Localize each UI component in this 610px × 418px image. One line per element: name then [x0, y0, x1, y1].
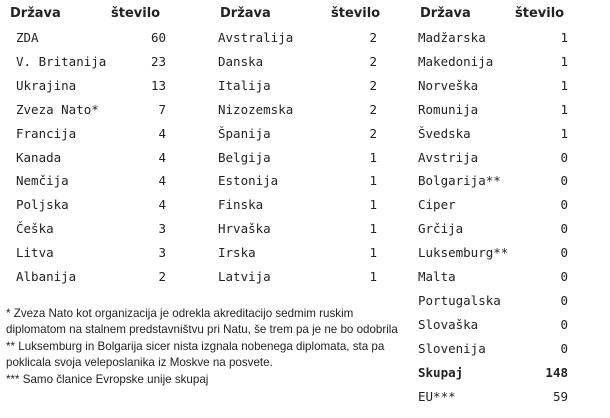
header-count: število [515, 6, 565, 21]
table-row [218, 76, 377, 96]
diplomat-count: 1 [560, 101, 568, 117]
country-name: Kanada [16, 149, 62, 165]
table-row [218, 148, 377, 168]
country-name: Španija [218, 125, 271, 141]
table-row [16, 52, 166, 72]
table-row [418, 387, 568, 407]
table-row [218, 124, 377, 144]
diplomat-count: 1 [369, 269, 377, 284]
country-name: Slovaška [418, 316, 479, 332]
table-row [418, 219, 568, 239]
country-name: Slovenija [418, 340, 486, 356]
country-name: Madžarska [418, 30, 486, 45]
diplomat-count: 0 [560, 173, 568, 189]
diplomat-count: 1 [369, 149, 377, 165]
table-row [16, 100, 166, 120]
diplomat-count: 1 [560, 53, 568, 69]
diplomat-count: 4 [158, 125, 166, 141]
footnote-line: ** Luksemburg in Bolgarija sicer nista izgnala nobenega diplomata, sta pa [6, 339, 385, 353]
country-name: Češka [16, 221, 54, 237]
country-name: Nizozemska [218, 101, 294, 117]
table-row [418, 28, 568, 48]
diplomat-count: 60 [150, 30, 166, 45]
table-row [218, 243, 377, 263]
country-name: Luksemburg** [418, 245, 509, 261]
country-name: Poljska [16, 197, 69, 213]
diplomat-count: 0 [560, 245, 568, 261]
country-name: Irska [218, 245, 256, 261]
country-name: Danska [218, 53, 264, 69]
table-row [418, 267, 568, 287]
table-row [16, 124, 166, 144]
header-country: Država [10, 6, 61, 21]
country-name: Malta [418, 269, 456, 284]
table-row [218, 267, 377, 287]
table-row [16, 267, 166, 287]
country-name: Albanija [16, 269, 77, 284]
country-name: Ukrajina [16, 77, 77, 93]
table-row [218, 100, 377, 120]
table-row [418, 148, 568, 168]
country-name: Nemčija [16, 173, 69, 189]
country-name: V. Britanija [16, 53, 107, 69]
country-name: Hrvaška [218, 221, 271, 237]
diplomat-count: 4 [158, 149, 166, 165]
diplomat-count: 2 [369, 77, 377, 93]
table-row [16, 28, 166, 48]
country-name: Romunija [418, 101, 479, 117]
table-row [418, 100, 568, 120]
country-name: EU*** [418, 388, 456, 404]
country-name: Belgija [218, 149, 271, 165]
diplomat-count: 1 [560, 30, 568, 45]
country-name: Finska [218, 197, 264, 213]
country-name: Makedonija [418, 53, 494, 69]
diplomat-count: 0 [560, 292, 568, 308]
country-name: Švedska [418, 125, 471, 141]
table-row [418, 315, 568, 335]
country-name: Ciper [418, 197, 456, 213]
diplomat-count: 148 [545, 364, 568, 380]
country-name: ZDA [16, 30, 39, 45]
country-name: Litva [16, 245, 54, 261]
country-name: Estonija [218, 173, 279, 189]
diplomat-count: 1 [369, 197, 377, 213]
table-row [418, 76, 568, 96]
diplomat-count: 1 [560, 125, 568, 141]
header-country: Država [220, 6, 271, 21]
table-row [16, 171, 166, 191]
header-country: Država [420, 6, 471, 21]
diplomat-count: 2 [158, 269, 166, 284]
country-name: Avstrija [418, 149, 479, 165]
country-name: Skupaj [418, 364, 464, 380]
country-name: Bolgarija** [418, 173, 501, 189]
diplomat-count: 2 [369, 125, 377, 141]
diplomat-count: 0 [560, 221, 568, 237]
country-name: Italija [218, 77, 271, 93]
country-name: Francija [16, 125, 77, 141]
country-name: Latvija [218, 269, 271, 284]
diplomat-count: 0 [560, 149, 568, 165]
diplomat-count: 0 [560, 316, 568, 332]
table-row [418, 243, 568, 263]
country-name: Norveška [418, 77, 479, 93]
diplomat-count: 4 [158, 173, 166, 189]
diplomat-count: 3 [158, 245, 166, 261]
table-row [16, 243, 166, 263]
diplomat-count: 1 [369, 245, 377, 261]
diplomat-count: 1 [560, 77, 568, 93]
diplomat-count: 0 [560, 197, 568, 213]
table-row [218, 52, 377, 72]
header-count: število [331, 6, 381, 21]
diplomat-count: 3 [158, 221, 166, 237]
table-row [218, 195, 377, 215]
footnote-line: diplomatom na stalnem predstavništvu pri Natu, še trem pa je ne bo odobrila [6, 323, 398, 337]
diplomat-count: 59 [552, 388, 568, 404]
country-name: Zveza Nato* [16, 101, 99, 117]
footnotes [6, 306, 406, 388]
table-row [218, 171, 377, 191]
table-row [16, 148, 166, 168]
diplomat-count: 7 [158, 101, 166, 117]
diplomat-count: 2 [369, 101, 377, 117]
diplomat-count: 1 [369, 221, 377, 237]
diplomat-count: 1 [369, 173, 377, 189]
table-row [418, 291, 568, 311]
diplomat-count: 2 [369, 53, 377, 69]
table-row [218, 219, 377, 239]
table-row [418, 195, 568, 215]
table-row [16, 195, 166, 215]
header-count: število [111, 6, 161, 21]
footnote-line: *** Samo članice Evropske unije skupaj [6, 372, 209, 386]
table-row [218, 28, 377, 48]
country-name: Portugalska [418, 292, 501, 308]
diplomat-count: 4 [158, 197, 166, 213]
table-row [418, 52, 568, 72]
table-row [16, 76, 166, 96]
country-name: Grčija [418, 221, 464, 237]
diplomat-count: 0 [560, 269, 568, 284]
total-row [418, 363, 568, 383]
table-row [418, 124, 568, 144]
diplomat-count: 2 [369, 30, 377, 45]
diplomat-count: 13 [150, 77, 166, 93]
table-row [16, 219, 166, 239]
diplomat-count: 0 [560, 340, 568, 356]
table-row [418, 339, 568, 359]
country-name: Avstralija [218, 30, 294, 45]
footnote-line: poklicala svoja veleposlanika iz Moskve na posvete. [6, 356, 273, 370]
table-row [418, 171, 568, 191]
diplomat-count: 23 [150, 53, 166, 69]
footnote-line: * Zveza Nato kot organizacija je odrekla akreditacijo sedmim ruskim [6, 307, 354, 320]
